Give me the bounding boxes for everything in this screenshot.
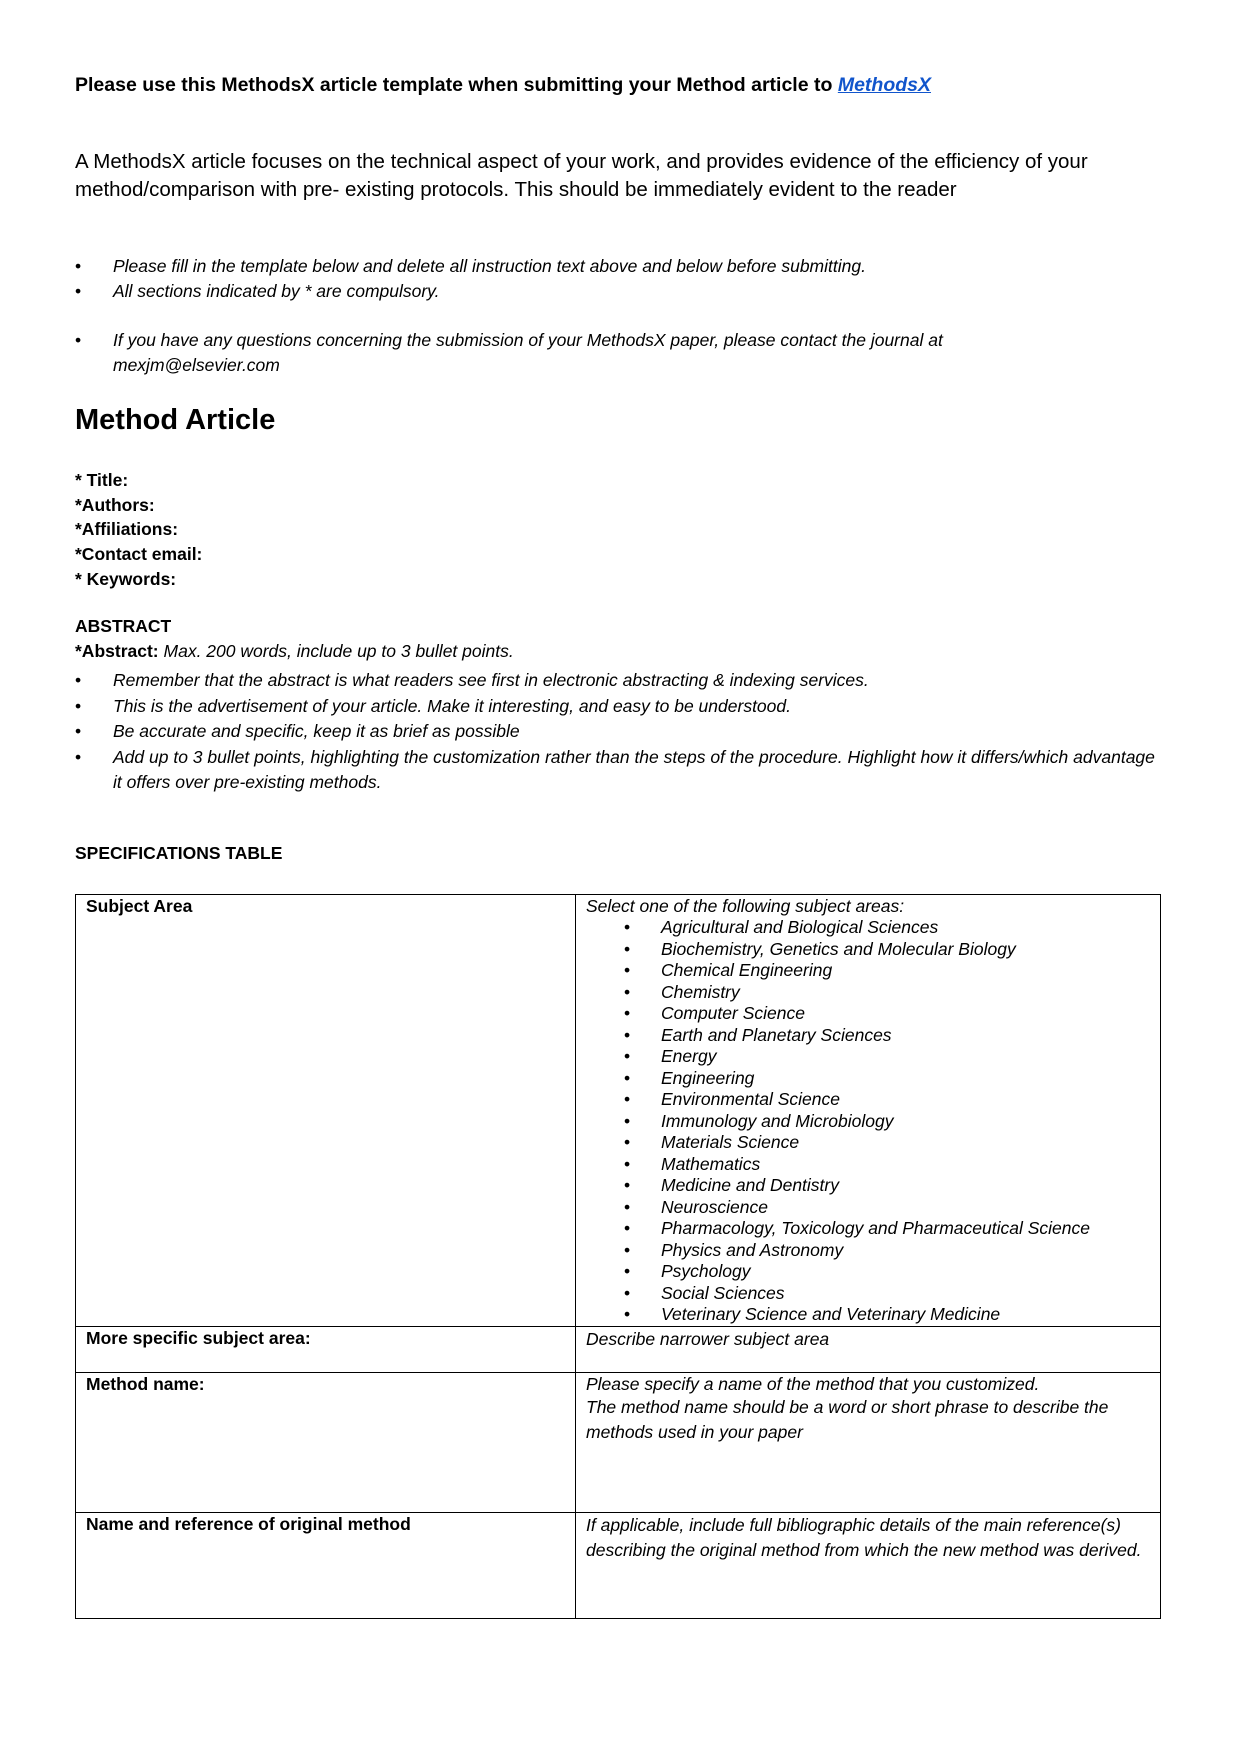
abstract-bullet: • Add up to 3 bullet points, highlighting the customization rather than the steps of the procedure. Highlight how it differs/which advantage it offers over pre-existing methods. [75, 745, 1165, 796]
contact-note-list [75, 328, 1035, 378]
field-keywords: * Keywords: [75, 568, 177, 589]
subject-area-label: Subject Area [76, 895, 576, 1327]
list-item: • Mathematics [586, 1154, 1150, 1176]
specifications-table [75, 894, 1161, 1619]
abstract-bullet: • This is the advertisement of your article. Make it interesting, and easy to be understood. [75, 694, 1165, 720]
method-name-hint-1: Please specify a name of the method that you customized. [586, 1373, 1040, 1394]
list-item: • Computer Science [586, 1003, 1150, 1025]
specific-area-label: More specific subject area: [76, 1326, 576, 1372]
method-name-hint-2: The method name should be a word or short phrase to describe the methods used in your paper [586, 1396, 1109, 1442]
abstract-bullet: • Be accurate and specific, keep it as brief as possible [75, 719, 1165, 745]
subject-area-list [586, 917, 1150, 1326]
field-title: * Title: [75, 470, 129, 490]
intro-heading-text: Please use this MethodsX article template when submitting your Method article to [75, 74, 838, 96]
abstract-label: *Abstract: [75, 641, 159, 661]
table-row [76, 1512, 1161, 1618]
abstract-heading: ABSTRACT [75, 616, 172, 636]
table-row [76, 1372, 1161, 1512]
list-item: • Psychology [586, 1261, 1150, 1283]
list-item: • Physics and Astronomy [586, 1240, 1150, 1262]
field-contact-email: *Contact email: [75, 544, 203, 565]
contact-note: • If you have any questions concerning the submission of your MethodsX paper, please contact the journal at mexjm@elsevier.com [75, 328, 1035, 378]
field-authors: *Authors: [75, 494, 155, 515]
abstract-hint: Max. 200 words, include up to 3 bullet points. [158, 641, 514, 661]
intro-heading [75, 74, 931, 97]
list-item: • Social Sciences [586, 1283, 1150, 1305]
list-item: • Pharmacology, Toxicology and Pharmaceutical Science [586, 1218, 1150, 1240]
method-name-label: Method name: [76, 1372, 576, 1512]
subject-area-value [576, 895, 1161, 1327]
list-item: • Agricultural and Biological Sciences [586, 917, 1150, 939]
list-item: • Chemical Engineering [586, 960, 1150, 982]
section-title: Method Article [75, 404, 276, 436]
instruction-list [75, 254, 866, 304]
list-item: • Engineering [586, 1068, 1150, 1090]
list-item: • Veterinary Science and Veterinary Medicine [586, 1304, 1150, 1326]
instruction-item: • All sections indicated by * are compulsory. [75, 279, 866, 304]
list-item: • Neuroscience [586, 1197, 1150, 1219]
table-row [76, 1326, 1161, 1372]
field-affiliations: *Affiliations: [75, 519, 179, 540]
methodsx-link[interactable]: MethodsX [837, 74, 931, 96]
list-item: • Chemistry [586, 982, 1150, 1004]
method-name-value [576, 1372, 1161, 1512]
list-item: • Environmental Science [586, 1089, 1150, 1111]
list-item: • Materials Science [586, 1132, 1150, 1154]
list-item: • Energy [586, 1046, 1150, 1068]
original-method-value: If applicable, include full bibliographic details of the main reference(s) describing the original method from which the new method was derived. [576, 1512, 1161, 1618]
list-item: • Medicine and Dentistry [586, 1175, 1150, 1197]
list-item: • Immunology and Microbiology [586, 1111, 1150, 1133]
subject-area-intro: Select one of the following subject areas: [586, 896, 905, 916]
required-fields [75, 468, 202, 592]
list-item: • Earth and Planetary Sciences [586, 1025, 1150, 1047]
table-row [76, 895, 1161, 1327]
intro-paragraph: A MethodsX article focuses on the technical aspect of your work, and provides evidence of the efficiency of your method/comparison with pre- existing protocols. This should be immediately evident to the reader [75, 150, 1088, 201]
abstract-line [75, 641, 514, 662]
abstract-bullets [75, 668, 1165, 796]
abstract-bullet: • Remember that the abstract is what readers see first in electronic abstracting & indexing services. [75, 668, 1165, 694]
list-item: • Biochemistry, Genetics and Molecular Biology [586, 939, 1150, 961]
spec-table-heading: SPECIFICATIONS TABLE [75, 843, 283, 863]
instruction-item: • Please fill in the template below and delete all instruction text above and below before submitting. [75, 254, 866, 279]
original-method-label: Name and reference of original method [76, 1512, 576, 1618]
specific-area-value: Describe narrower subject area [576, 1326, 1161, 1372]
